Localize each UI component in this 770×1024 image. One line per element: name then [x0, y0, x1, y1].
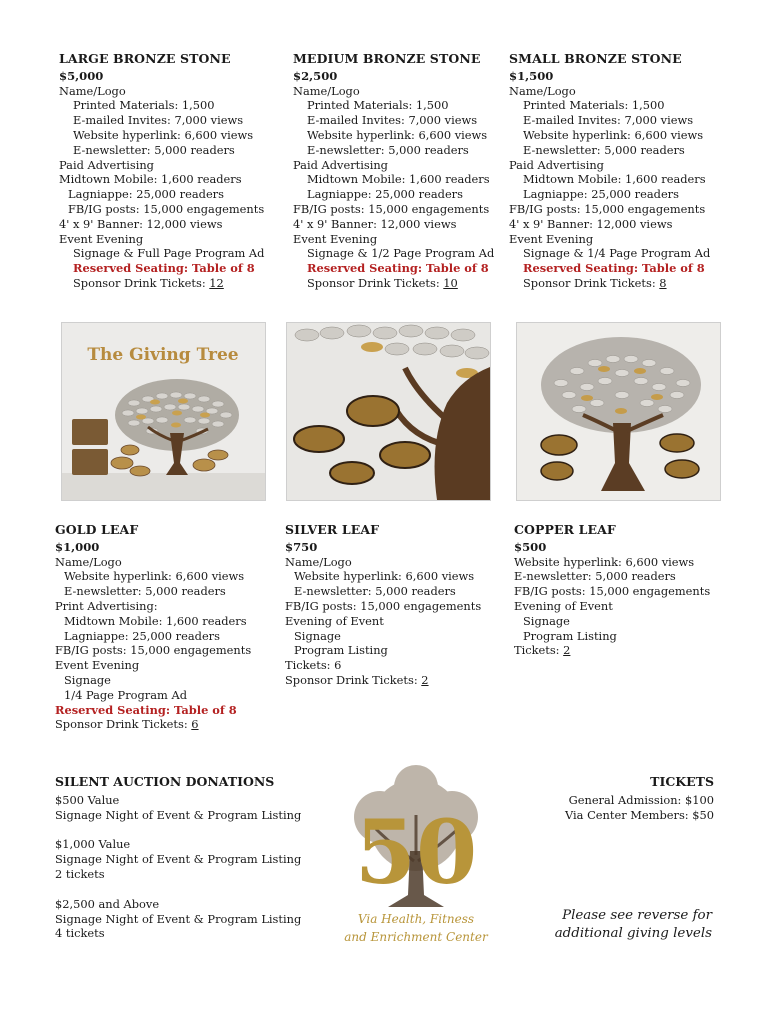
benefit-line — [55, 688, 290, 703]
benefit-line — [509, 232, 744, 247]
tier-medium-bronze-stone — [293, 52, 528, 291]
benefit-line — [293, 246, 528, 261]
benefit-text: Name/Logo — [55, 554, 122, 569]
benefit-line — [59, 187, 294, 202]
tier-copper-leaf — [514, 523, 749, 658]
benefit-text: Paid Advertising — [509, 157, 604, 172]
photo-sign-text: The Giving Tree — [87, 345, 239, 365]
tickets-members: Via Center Members: $50 — [565, 807, 714, 822]
benefit-text: Website hyperlink: 6,600 views — [73, 127, 254, 142]
benefit-text: Event Evening — [293, 231, 378, 246]
benefit-line — [55, 629, 290, 644]
benefit-text: Name/Logo — [285, 554, 352, 569]
via-center-50-logo — [318, 765, 514, 949]
benefit-text: Signage — [294, 628, 341, 643]
benefit-text: Name/Logo — [509, 83, 576, 98]
benefit-line — [285, 643, 520, 658]
tier-title: COPPER LEAF — [514, 522, 616, 537]
benefit-line — [293, 113, 528, 128]
benefit-line — [293, 158, 528, 173]
benefit-line — [59, 98, 294, 113]
benefit-line — [59, 217, 294, 232]
tier-title: LARGE BRONZE STONE — [59, 51, 231, 66]
benefit-text: Printed Materials: 1,500 — [73, 98, 215, 113]
benefit-text: 1/4 Page Program Ad — [64, 687, 187, 702]
benefit-text: E-newsletter: 5,000 readers — [73, 142, 235, 157]
reverse-note-line2: additional giving levels — [554, 926, 712, 941]
auction-value: $500 Value — [55, 792, 120, 807]
benefit-text: Website hyperlink: 6,600 views — [294, 569, 475, 584]
benefit-text: Website hyperlink: 6,600 views — [64, 569, 245, 584]
benefit-line — [514, 614, 749, 629]
benefit-line — [514, 555, 749, 570]
tier-large-bronze-stone — [59, 52, 294, 291]
benefit-line — [509, 202, 744, 217]
benefit-line — [293, 202, 528, 217]
logo-line1: Via Health, Fitness — [357, 912, 475, 926]
benefit-text: Website hyperlink: 6,600 views — [523, 127, 704, 142]
silent-auction-title: SILENT AUCTION DONATIONS — [55, 774, 275, 789]
benefit-line — [285, 658, 520, 673]
benefit-text: Printed Materials: 1,500 — [307, 98, 449, 113]
benefit-text: Print Advertising: — [55, 598, 158, 613]
benefit-line — [59, 128, 294, 143]
benefit-line — [509, 276, 744, 291]
benefit-text: FB/IG posts: 15,000 engagements — [68, 201, 265, 216]
benefit-line — [285, 584, 520, 599]
tier-price: $500 — [514, 539, 547, 554]
benefit-line — [514, 643, 749, 658]
spacer — [55, 822, 315, 837]
benefit-text: Paid Advertising — [293, 157, 388, 172]
benefit-line — [285, 673, 520, 688]
tier-gold-leaf — [55, 523, 290, 732]
benefit-line — [293, 98, 528, 113]
benefit-line — [293, 172, 528, 187]
benefit-line — [59, 276, 294, 291]
benefit-count: 8 — [659, 275, 667, 290]
reverse-note — [542, 907, 712, 943]
benefit-line — [293, 276, 528, 291]
benefit-text: Signage & Full Page Program Ad — [73, 246, 265, 261]
tier-price: $750 — [285, 539, 318, 554]
benefit-line — [55, 643, 290, 658]
benefit-line — [509, 158, 744, 173]
tickets-title: TICKETS — [650, 774, 714, 789]
benefit-line — [59, 202, 294, 217]
tier-title: GOLD LEAF — [55, 522, 139, 537]
benefit-line — [293, 84, 528, 99]
benefit-line — [55, 555, 290, 570]
benefit-text: E-mailed Invites: 7,000 views — [307, 113, 478, 128]
benefit-text: 4' x 9' Banner: 12,000 views — [59, 216, 223, 231]
benefit-line — [514, 584, 749, 599]
benefit-text: Name/Logo — [59, 83, 126, 98]
benefit-line — [55, 614, 290, 629]
benefit-line — [509, 128, 744, 143]
benefit-text: E-newsletter: 5,000 readers — [523, 142, 685, 157]
auction-benefit: Signage Night of Event & Program Listing — [55, 911, 302, 926]
benefit-line — [514, 569, 749, 584]
benefit-line — [55, 717, 290, 732]
reverse-note-line1: Please see reverse for — [562, 908, 712, 923]
benefit-text: Reserved Seating: Table of 8 — [73, 261, 255, 276]
benefit-text: Midtown Mobile: 1,600 readers — [523, 172, 706, 187]
benefit-text: Program Listing — [523, 628, 617, 643]
auction-value: $2,500 and Above — [55, 896, 160, 911]
benefit-text: Website hyperlink: 6,600 views — [514, 554, 695, 569]
giving-tree-photo-wall — [61, 322, 266, 501]
benefit-text: Signage & 1/4 Page Program Ad — [523, 246, 711, 261]
auction-benefit: Signage Night of Event & Program Listing — [55, 852, 302, 867]
logo-line2: and Enrichment Center — [344, 930, 488, 944]
benefit-text: Lagniappe: 25,000 readers — [64, 628, 220, 643]
tier-title: SILVER LEAF — [285, 522, 380, 537]
tier-title: SMALL BRONZE STONE — [509, 51, 682, 66]
benefit-text: Event Evening — [509, 231, 594, 246]
benefit-line — [59, 84, 294, 99]
benefit-text: E-newsletter: 5,000 readers — [514, 569, 676, 584]
benefit-text: Tickets: — [514, 643, 564, 658]
benefit-text: E-newsletter: 5,000 readers — [307, 142, 469, 157]
benefit-text: Sponsor Drink Tickets: — [55, 717, 192, 732]
benefit-line — [514, 629, 749, 644]
full-tree-plaques-photo — [516, 322, 721, 501]
reserved-seating-line — [59, 261, 294, 276]
auction-benefit: 4 tickets — [55, 926, 105, 941]
reserved-seating-line — [509, 261, 744, 276]
benefit-text: Program Listing — [294, 643, 388, 658]
benefit-text: Reserved Seating: Table of 8 — [55, 702, 237, 717]
benefit-count: 2 — [421, 672, 429, 687]
benefit-text: Signage & 1/2 Page Program Ad — [307, 246, 495, 261]
benefit-line — [55, 584, 290, 599]
reserved-seating-line — [55, 703, 290, 718]
benefit-line — [285, 569, 520, 584]
benefit-line — [55, 673, 290, 688]
benefit-line — [285, 555, 520, 570]
tier-silver-leaf — [285, 523, 520, 688]
benefit-text: Lagniappe: 25,000 readers — [68, 187, 224, 202]
benefit-text: Sponsor Drink Tickets: — [523, 275, 660, 290]
benefit-line — [59, 143, 294, 158]
benefit-text: Reserved Seating: Table of 8 — [523, 261, 705, 276]
benefit-text: 4' x 9' Banner: 12,000 views — [293, 216, 457, 231]
benefit-line — [509, 113, 744, 128]
benefit-line — [59, 246, 294, 261]
benefit-text: Tickets: 6 — [285, 658, 342, 673]
reserved-seating-line — [293, 261, 528, 276]
benefit-text: FB/IG posts: 15,000 engagements — [293, 201, 490, 216]
benefit-line — [59, 172, 294, 187]
tier-price: $2,500 — [293, 68, 338, 83]
benefit-text: Sponsor Drink Tickets: — [307, 275, 444, 290]
benefit-text: Sponsor Drink Tickets: — [73, 275, 210, 290]
benefit-line — [59, 158, 294, 173]
benefit-text: Signage — [523, 613, 570, 628]
benefit-count: 2 — [563, 643, 571, 658]
tier-price: $1,500 — [509, 68, 554, 83]
benefit-count: 12 — [209, 275, 224, 290]
benefit-text: Evening of Event — [285, 613, 384, 628]
benefit-line — [293, 232, 528, 247]
benefit-text: Paid Advertising — [59, 157, 154, 172]
benefit-line — [55, 569, 290, 584]
benefit-line — [55, 658, 290, 673]
benefit-text: Name/Logo — [293, 83, 360, 98]
tree-trunk-plaques-photo — [286, 322, 491, 501]
silent-auction-section — [55, 775, 315, 941]
tickets-general-admission: General Admission: $100 — [568, 792, 714, 807]
benefit-line — [509, 246, 744, 261]
tier-price: $1,000 — [55, 539, 100, 554]
spacer — [55, 882, 315, 897]
auction-benefit: Signage Night of Event & Program Listing — [55, 807, 302, 822]
benefit-text: E-mailed Invites: 7,000 views — [523, 113, 694, 128]
benefit-line — [509, 217, 744, 232]
benefit-line — [293, 217, 528, 232]
tier-title: MEDIUM BRONZE STONE — [293, 51, 481, 66]
auction-value: $1,000 Value — [55, 837, 131, 852]
benefit-line — [509, 143, 744, 158]
benefit-text: Midtown Mobile: 1,600 readers — [64, 613, 247, 628]
benefit-text: Event Evening — [59, 231, 144, 246]
benefit-line — [59, 232, 294, 247]
benefit-text: FB/IG posts: 15,000 engagements — [509, 201, 706, 216]
benefit-line — [293, 143, 528, 158]
benefit-line — [509, 172, 744, 187]
tier-small-bronze-stone — [509, 52, 744, 291]
tier-price: $5,000 — [59, 68, 104, 83]
benefit-line — [285, 629, 520, 644]
benefit-count: 6 — [191, 717, 199, 732]
benefit-line — [509, 98, 744, 113]
benefit-line — [55, 599, 290, 614]
benefit-line — [59, 113, 294, 128]
benefit-text: 4' x 9' Banner: 12,000 views — [509, 216, 673, 231]
benefit-text: Lagniappe: 25,000 readers — [307, 187, 463, 202]
benefit-text: Signage — [64, 672, 111, 687]
benefit-line — [514, 599, 749, 614]
auction-benefit: 2 tickets — [55, 866, 105, 881]
benefit-text: FB/IG posts: 15,000 engagements — [285, 598, 482, 613]
benefit-text: E-newsletter: 5,000 readers — [294, 584, 456, 599]
benefit-text: FB/IG posts: 15,000 engagements — [55, 643, 252, 658]
benefit-line — [293, 128, 528, 143]
benefit-text: Sponsor Drink Tickets: — [285, 672, 422, 687]
benefit-text: Lagniappe: 25,000 readers — [523, 187, 679, 202]
benefit-text: E-newsletter: 5,000 readers — [64, 584, 226, 599]
benefit-text: Website hyperlink: 6,600 views — [307, 127, 488, 142]
benefit-text: E-mailed Invites: 7,000 views — [73, 113, 244, 128]
benefit-line — [509, 84, 744, 99]
benefit-text: Midtown Mobile: 1,600 readers — [307, 172, 490, 187]
benefit-line — [293, 187, 528, 202]
benefit-text: Event Evening — [55, 658, 140, 673]
benefit-text: FB/IG posts: 15,000 engagements — [514, 584, 711, 599]
benefit-line — [285, 614, 520, 629]
logo-number: 50 — [354, 800, 478, 904]
benefit-text: Reserved Seating: Table of 8 — [307, 261, 489, 276]
benefit-text: Printed Materials: 1,500 — [523, 98, 665, 113]
benefit-text: Evening of Event — [514, 598, 613, 613]
benefit-text: Midtown Mobile: 1,600 readers — [59, 172, 242, 187]
benefit-count: 10 — [443, 275, 458, 290]
benefit-line — [285, 599, 520, 614]
tickets-section — [514, 775, 714, 822]
benefit-line — [509, 187, 744, 202]
